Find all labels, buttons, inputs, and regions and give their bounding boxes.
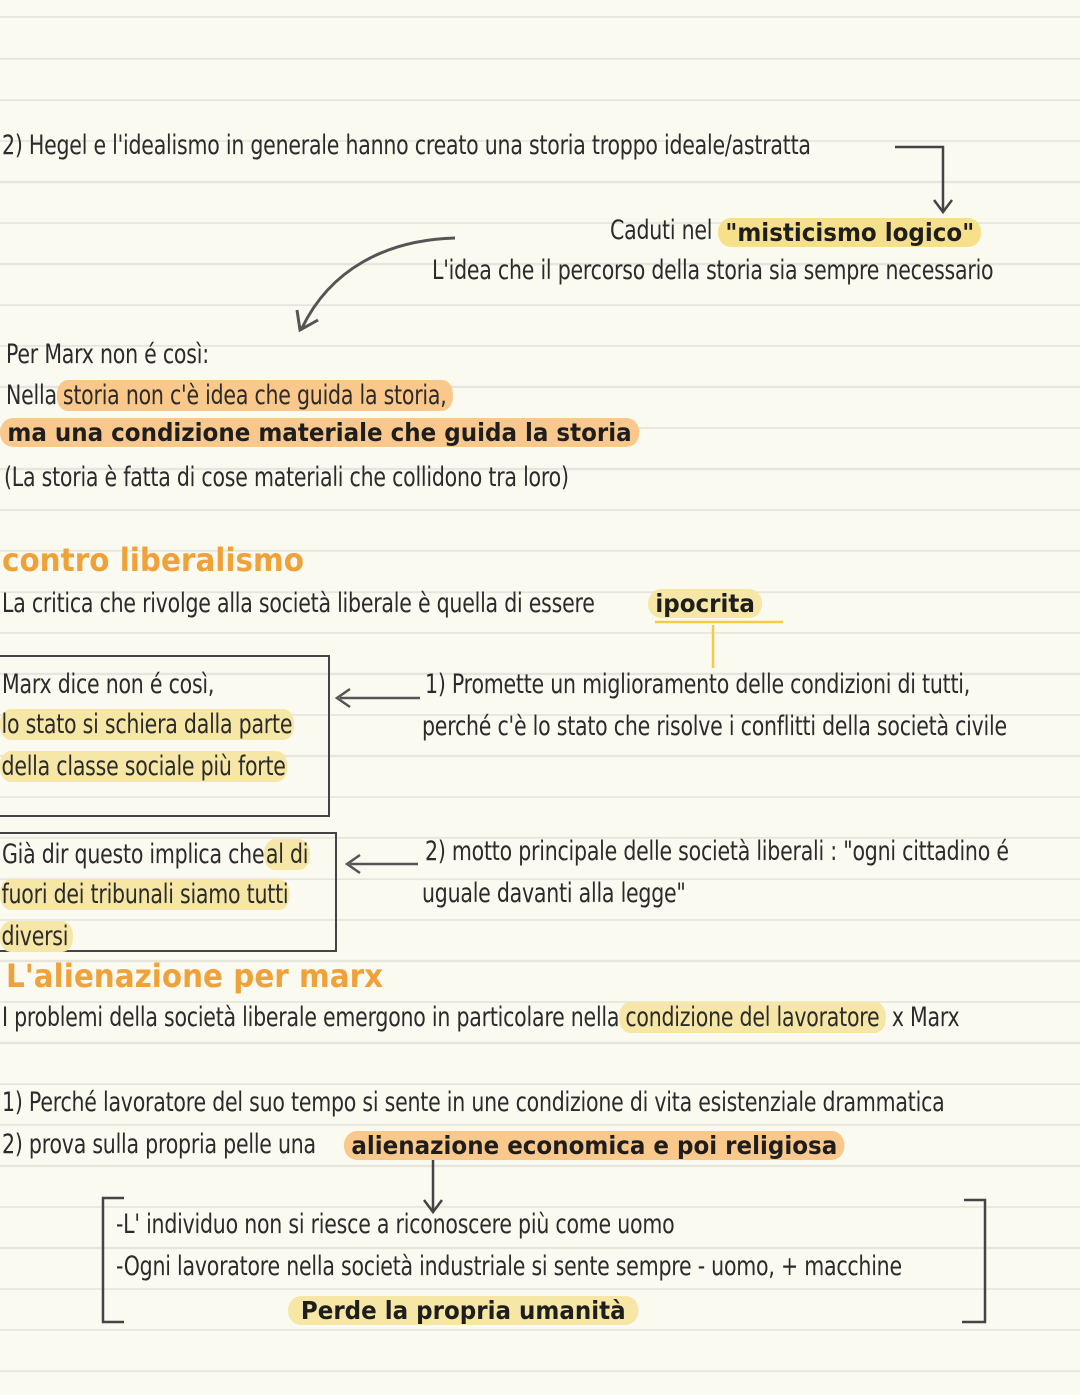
alienazione-word (344, 1129, 845, 1163)
problemi-suffix: x Marx (891, 1002, 960, 1033)
right-bracket (962, 1200, 985, 1322)
bracket-line1: -L' individuo non si riesce a riconoscere più come uomo (116, 1209, 675, 1240)
idea-line: L'idea che il percorso della storia sia sempre necessario (432, 255, 994, 286)
point2-line1: 2) motto principale delle società liberali : "ogni cittadino é (425, 836, 1009, 867)
prova-line: 2) prova sulla propria pelle una (2, 1129, 316, 1160)
box1-line2 (0, 706, 294, 744)
perde-line (288, 1294, 639, 1328)
box1-line2-hl: lo stato si schiera dalla parte (1, 709, 293, 740)
ma-una-highlight: ma una condizione materiale che guida la storia (0, 418, 639, 447)
box2-line1-a: Già dir questo implica che (2, 839, 265, 870)
perche-line: 1) Perché lavoratore del suo tempo si sente in une condizione di vita esistenziale drammatica (2, 1087, 945, 1118)
box2-line2-hl: fuori dei tribunali siamo tutti (1, 879, 289, 910)
box1-line3 (0, 748, 287, 786)
box2-line1-hl: al di (265, 839, 309, 870)
misticismo-logico (718, 216, 982, 250)
box2-line2 (0, 876, 290, 914)
nella-prefix: Nella (6, 380, 57, 411)
alienazione-highlight: alienazione economica e poi religiosa (344, 1131, 845, 1160)
problemi-highlight: condizione del lavoratore (619, 1002, 885, 1033)
heading-alienazione: L'alienazione per marx (6, 957, 384, 995)
ipocrita-word (648, 587, 762, 621)
critica-line: La critica che rivolge alla società liberale è quella di essere (2, 588, 595, 619)
box1-line3-hl: della classe sociale più forte (1, 751, 286, 782)
misticismo-highlight: "misticismo logico" (718, 218, 982, 247)
perde-highlight: Perde la propria umanità (288, 1296, 639, 1325)
point1-line2: perché c'è lo stato che risolve i conflitti della società civile (422, 711, 1007, 742)
box1-line1: Marx dice non é così, (2, 669, 215, 700)
la-storia-line: (La storia è fatta di cose materiali che collidono tra loro) (4, 462, 569, 493)
ipocrita-highlight: ipocrita (648, 589, 762, 618)
problemi-prefix: I problemi della società liberale emergono in particolare nella (2, 1002, 620, 1033)
caduti-prefix: Caduti nel (610, 215, 713, 246)
box2-line3-hl: diversi (0, 921, 73, 952)
heading-contro-liberalismo: contro liberalismo (2, 541, 304, 579)
hegel-line: 2) Hegel e l'idealismo in generale hanno creato una storia troppo ideale/astratta (2, 130, 811, 161)
per-marx-line: Per Marx non é così: (6, 339, 209, 370)
point2-line2: uguale davanti alla legge" (422, 878, 686, 909)
point1-line1: 1) Promette un miglioramento delle condizioni di tutti, (425, 669, 971, 700)
problemi-line (2, 999, 959, 1037)
box2-line1 (2, 836, 310, 874)
bracket-line2: -Ogni lavoratore nella società industriale si sente sempre - uomo, + macchine (116, 1251, 902, 1282)
ma-una-line (0, 416, 639, 450)
nella-highlight: storia non c'è idea che guida la storia, (57, 380, 453, 411)
box2-line3 (0, 918, 73, 956)
nella-line (6, 377, 453, 415)
